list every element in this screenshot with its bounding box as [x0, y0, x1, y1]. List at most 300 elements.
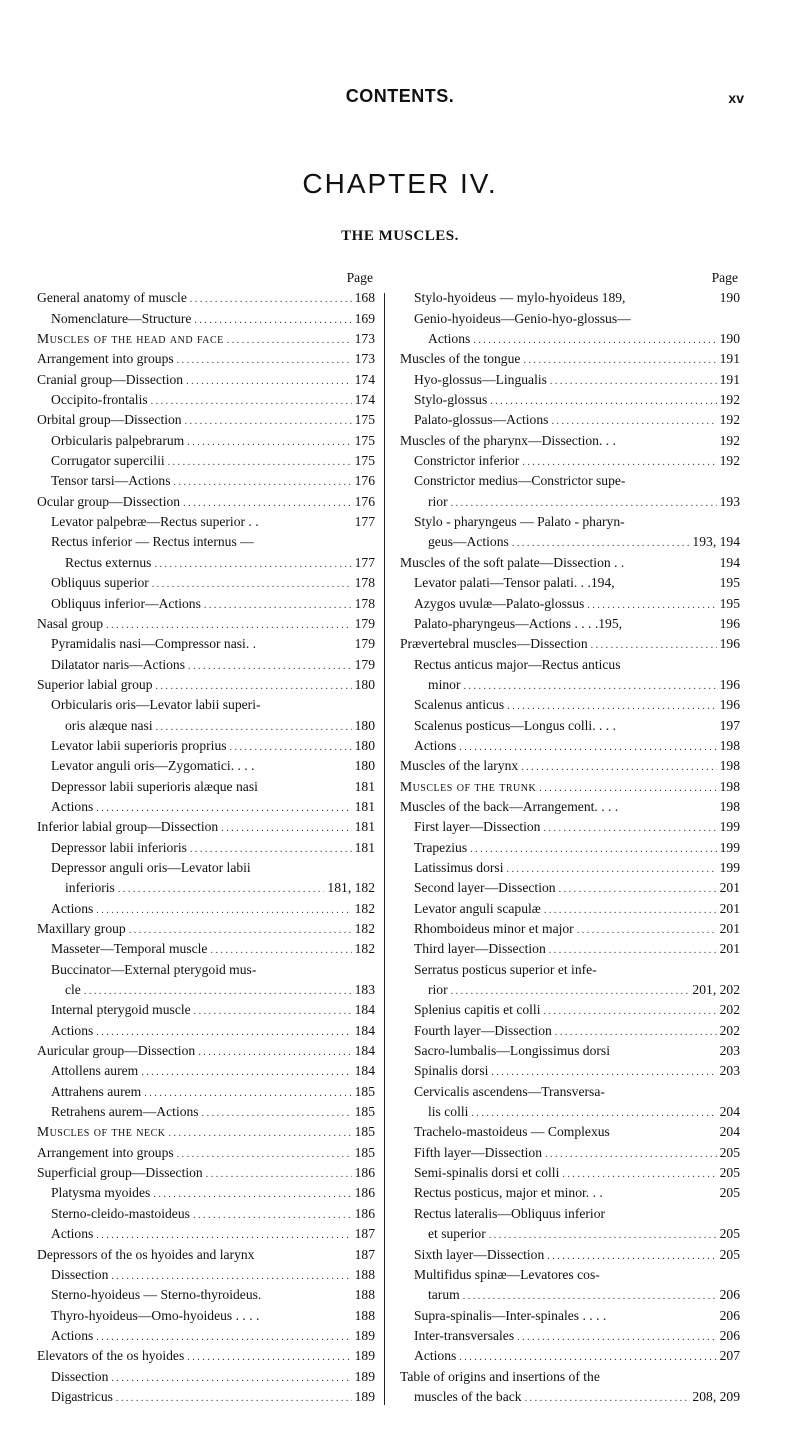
leader-dots [221, 817, 351, 839]
toc-entry [400, 655, 740, 675]
toc-entry [37, 716, 375, 736]
toc-entry-title: Scalenus posticus—Longus colli. . . . [414, 717, 617, 733]
leader-dots [188, 655, 352, 677]
toc-entry [400, 797, 740, 817]
toc-entry [37, 512, 375, 532]
leader-dots [204, 594, 352, 616]
toc-entry-page: 186 [354, 1165, 375, 1181]
toc-entry-page: 203 [719, 1063, 740, 1079]
leader-dots [512, 532, 690, 554]
toc-entry-title: Muscles of the head and face [37, 331, 224, 347]
toc-entry-title: Obliquus superior [51, 575, 149, 591]
toc-entry-title: rior [428, 982, 448, 998]
leader-dots [591, 634, 717, 656]
toc-entry-page: 173 [354, 351, 375, 367]
leader-dots [96, 1021, 351, 1043]
toc-entry-page: 182 [354, 900, 375, 916]
toc-entry [37, 655, 375, 675]
leader-dots [168, 1122, 351, 1144]
leader-dots [141, 1061, 351, 1083]
toc-entry [400, 288, 740, 308]
toc-entry [400, 349, 740, 369]
toc-entry [37, 1021, 375, 1041]
toc-entry-page: 180 [354, 737, 375, 753]
toc-entry [400, 1041, 740, 1061]
leader-dots [543, 817, 716, 839]
toc-entry-title: Sterno-cleido-mastoideus [51, 1205, 190, 1221]
running-title: CONTENTS. [345, 86, 455, 106]
toc-entry-title: Semi-spinalis dorsi et colli [414, 1165, 560, 1181]
toc-entry [37, 532, 375, 552]
toc-entry-title: Cranial group—Dissection [37, 371, 184, 387]
toc-entry-page: 201 [719, 941, 740, 957]
leader-dots [490, 390, 716, 412]
toc-entry [400, 939, 740, 959]
toc-entry-page: 198 [719, 758, 740, 774]
leader-dots [451, 492, 717, 514]
toc-entry [37, 1306, 375, 1326]
toc-entry-title: Prævertebral muscles—Dissection [400, 636, 588, 652]
toc-entry-title: Supra-spinalis—Inter-spinales . . . . [414, 1307, 607, 1323]
toc-entry [37, 1224, 375, 1244]
toc-entry [400, 1061, 740, 1081]
leader-dots [562, 1163, 716, 1185]
leader-dots [153, 1183, 351, 1205]
toc-entry-title: Levator palati—Tensor palati. . .194, [414, 575, 615, 591]
toc-entry-page: 186 [354, 1185, 375, 1201]
toc-entry-page: 201 [719, 921, 740, 936]
column-divider [384, 293, 385, 1405]
leader-dots [118, 878, 325, 900]
toc-entry-title: muscles of the back [414, 1388, 522, 1404]
leader-dots [463, 675, 716, 697]
leader-dots [471, 1102, 716, 1124]
toc-entry-page: 184 [354, 1022, 375, 1038]
toc-entry-title: Occipito-frontalis [51, 392, 148, 408]
toc-entry-page: 185 [354, 1083, 375, 1099]
toc-entry-title: Buccinator—External pterygoid mus- [51, 961, 257, 977]
toc-entry-page: 180 [354, 717, 375, 733]
leader-dots [194, 309, 351, 331]
toc-entry-title: Depressor anguli oris—Levator labii [51, 859, 251, 875]
toc-entry-title: tarum [428, 1287, 460, 1303]
toc-entry-title: Arrangement into groups [37, 1144, 174, 1160]
toc-entry [37, 1041, 375, 1061]
toc-entry [400, 1204, 740, 1224]
toc-entry-title: Latissimus dorsi [414, 859, 504, 875]
toc-entry-title: Rectus posticus, major et minor. . . [414, 1185, 603, 1201]
toc-entry-page: 187 [354, 1246, 375, 1262]
toc-entry-title: Serratus posticus superior et infe- [414, 961, 597, 977]
toc-entry-page: 185 [354, 1144, 375, 1160]
toc-entry [37, 309, 375, 329]
leader-dots [587, 594, 716, 616]
toc-entry-page: 186 [354, 1205, 375, 1221]
toc-entry [37, 370, 375, 390]
toc-entry-title: Muscles of the trunk [400, 778, 537, 794]
toc-entry [37, 1000, 375, 1020]
toc-entry-title: Tensor tarsi—Actions [51, 473, 171, 489]
toc-entry-page: 184 [354, 1043, 375, 1059]
toc-entry [37, 1346, 375, 1366]
toc-entry-page: 185 [354, 1104, 375, 1120]
toc-entry [37, 1082, 375, 1102]
toc-entry-page: 205 [719, 1226, 740, 1242]
leader-dots [202, 1102, 352, 1124]
toc-entry-title: Spinalis dorsi [414, 1063, 489, 1079]
leader-dots [491, 1061, 716, 1083]
toc-entry [400, 1245, 740, 1265]
toc-entry-title: Depressors of the os hyoides and larynx [37, 1246, 255, 1262]
toc-entry-page: 201 [719, 900, 740, 916]
toc-entry-title: Retrahens aurem—Actions [51, 1104, 199, 1120]
toc-entry [400, 309, 740, 329]
toc-entry-title: Corrugator supercilii [51, 453, 165, 469]
leader-dots [116, 1387, 352, 1409]
toc-entry [37, 1204, 375, 1224]
toc-entry-page: 196 [719, 676, 740, 692]
toc-entry [400, 716, 740, 736]
toc-entry-title: Rhomboideus minor et major [414, 921, 574, 936]
running-head [0, 86, 800, 110]
toc-entry-title: Levator labii superioris proprius [51, 737, 227, 753]
toc-entry [400, 878, 740, 898]
leader-dots [151, 390, 352, 412]
toc-entry [37, 777, 375, 797]
toc-entry-title: Superior labial group [37, 676, 153, 692]
leader-dots [451, 980, 690, 1002]
toc-entry-page: 207 [719, 1348, 740, 1364]
toc-entry-title: cle [65, 982, 81, 998]
toc-entry-page: 184 [354, 1002, 375, 1018]
toc-entry [37, 288, 375, 308]
toc-entry [37, 736, 375, 756]
toc-entry [400, 756, 740, 776]
toc-entry-page: 199 [719, 819, 740, 835]
leader-dots [96, 797, 351, 819]
toc-entry-title: Masseter—Temporal muscle [51, 941, 208, 957]
toc-entry [400, 553, 740, 573]
toc-entry [37, 634, 375, 654]
leader-dots [156, 675, 352, 697]
toc-entry [400, 1306, 740, 1326]
toc-entry-page: 189 [354, 1348, 375, 1364]
toc-right-column [400, 268, 740, 1407]
toc-entry-title: Rectus anticus major—Rectus anticus [414, 656, 621, 672]
toc-entry-page: 203 [719, 1043, 740, 1059]
toc-entry-title: Levator palpebræ—Rectus superior . . [51, 514, 259, 530]
leader-dots [156, 716, 352, 738]
toc-entry-page: 168 [354, 290, 375, 306]
toc-entry [37, 451, 375, 471]
toc-entry-title: Actions [51, 1226, 94, 1242]
leader-dots [227, 329, 352, 351]
leader-dots [187, 1346, 351, 1368]
leader-dots [194, 1000, 352, 1022]
toc-entry-title: Actions [414, 1348, 457, 1364]
toc-entry-page: 198 [719, 778, 740, 794]
toc-entry-title: Second layer—Dissection [414, 880, 556, 896]
toc-entry-title: Rectus externus [65, 554, 152, 570]
toc-entry-title: Levator anguli scapulæ [414, 900, 541, 916]
toc-entry-title: Muscles of the larynx [400, 758, 519, 774]
toc-entry [37, 756, 375, 776]
toc-entry [400, 1163, 740, 1183]
leader-dots [111, 1265, 351, 1287]
toc-entry [37, 899, 375, 919]
toc-entry-title: Stylo-hyoideus — mylo-hyoideus 189, [414, 290, 626, 306]
leader-dots [198, 1041, 351, 1063]
leader-dots [545, 1143, 717, 1165]
toc-entry [400, 1387, 740, 1407]
toc-entry-page: 190 [719, 290, 740, 306]
leader-dots [154, 553, 351, 575]
leader-dots [551, 410, 716, 432]
toc-entry [400, 1367, 740, 1387]
toc-entry [400, 1224, 740, 1244]
toc-entry-title: Actions [51, 1022, 94, 1038]
toc-entry [400, 858, 740, 878]
toc-entry [37, 573, 375, 593]
toc-entry-page: 194 [719, 554, 740, 570]
toc-entry-page: 176 [354, 473, 375, 489]
toc-entry-title: Attrahens aurem [51, 1083, 142, 1099]
toc-entry-title: Muscles of the pharynx—Dissection. . . [400, 432, 616, 448]
page-number: xv [728, 90, 744, 106]
toc-entry [37, 492, 375, 512]
leader-dots [523, 349, 716, 371]
toc-entry [400, 329, 740, 349]
toc-entry [400, 817, 740, 837]
section-title: THE MUSCLES. [341, 228, 459, 244]
toc-entry-page: 198 [719, 798, 740, 814]
chapter-title: CHAPTER IV. [302, 168, 498, 199]
toc-entry [37, 1122, 375, 1142]
toc-entry-title: Ocular group—Dissection [37, 493, 181, 509]
toc-entry-page: 181, 182 [327, 880, 375, 896]
leader-dots [489, 1224, 717, 1246]
toc-entry-page: 182 [354, 921, 375, 936]
toc-entry-title: Inter-transversales [414, 1327, 515, 1343]
toc-entry-title: et superior [428, 1226, 486, 1242]
toc-entry-page: 179 [354, 615, 375, 631]
toc-entry [400, 838, 740, 858]
toc-entry-title: Orbicularis palpebrarum [51, 432, 185, 448]
toc-entry [37, 919, 375, 939]
toc-left-column [37, 268, 375, 1407]
toc-entry [37, 1163, 375, 1183]
toc-entry-page: 201 [719, 880, 740, 896]
leader-dots [470, 838, 716, 860]
toc-entry-title: Actions [51, 798, 94, 814]
leader-dots [522, 451, 716, 473]
toc-entry-title: Actions [51, 900, 94, 916]
toc-entry [400, 1183, 740, 1203]
toc-entry-page: 201, 202 [692, 982, 740, 998]
leader-dots [473, 329, 716, 351]
toc-entry-page: 196 [719, 615, 740, 631]
toc-entry-title: Orbital group—Dissection [37, 412, 182, 428]
toc-entry-page: 206 [719, 1287, 740, 1303]
toc-entry-title: Trachelo-mastoideus — Complexus [414, 1124, 610, 1140]
toc-entry [37, 1061, 375, 1081]
toc-entry-title: Attollens aurem [51, 1063, 139, 1079]
toc-entry-page: 195 [719, 575, 740, 591]
leader-dots [230, 736, 352, 758]
leader-dots [544, 899, 717, 921]
toc-entry-page: 188 [354, 1307, 375, 1323]
leader-dots [547, 1245, 716, 1267]
toc-entry-title: Genio-hyoideus—Genio-hyo-glossus— [414, 310, 631, 326]
toc-entry [37, 349, 375, 369]
toc-entry-title: Elevators of the os hyoides [37, 1348, 185, 1364]
toc-entry-title: Muscles of the soft palate—Dissection . . [400, 554, 625, 570]
leader-dots [177, 1143, 352, 1165]
toc-entry-title: Palato-glossus—Actions [414, 412, 549, 428]
toc-entry-page: 196 [719, 697, 740, 713]
toc-entry-title: Constrictor inferior [414, 453, 520, 469]
toc-entry-page: 192 [719, 412, 740, 428]
toc-entry [400, 370, 740, 390]
toc-entry-page: 180 [354, 676, 375, 692]
toc-entry [37, 1265, 375, 1285]
leader-dots [507, 858, 717, 880]
toc-entry-page: 193 [719, 493, 740, 509]
leader-dots [549, 939, 717, 961]
toc-entry-page: 177 [354, 514, 375, 530]
toc-entry-title: Arrangement into groups [37, 351, 174, 367]
toc-entry-page: 205 [719, 1144, 740, 1160]
toc-entry [400, 980, 740, 1000]
toc-entry-page: 192 [719, 432, 740, 448]
toc-entry [400, 1122, 740, 1142]
toc-entry [37, 1285, 375, 1305]
toc-entry-title: Sixth layer—Dissection [414, 1246, 545, 1262]
toc-entry-page: 179 [354, 636, 375, 652]
toc-entry [37, 1387, 375, 1407]
toc-entry-title: Rectus lateralis—Obliquus inferior [414, 1205, 606, 1221]
toc-entry [400, 1346, 740, 1366]
toc-entry [400, 695, 740, 715]
toc-entry-title: Inferior labial group—Dissection [37, 819, 219, 835]
toc-entry-page: 174 [354, 371, 375, 387]
toc-entry-page: 175 [354, 412, 375, 428]
toc-entry-title: lis colli [428, 1104, 469, 1120]
toc-entry-title: Stylo-glossus [414, 392, 488, 408]
leader-dots [96, 899, 351, 921]
toc-entry-title: Table of origins and insertions of the [400, 1368, 600, 1384]
toc-entry-page: 189 [354, 1368, 375, 1384]
toc-entry-page: 185 [354, 1124, 375, 1140]
toc-entry-title: Fifth layer—Dissection [414, 1144, 542, 1160]
toc-entry-page: 178 [354, 575, 375, 591]
toc-entry-page: 188 [354, 1266, 375, 1282]
toc-entry-title: Depressor labii inferioris [51, 839, 187, 855]
toc-entry-page: 192 [719, 392, 740, 408]
leader-dots [206, 1163, 352, 1185]
toc-entry-page: 205 [719, 1246, 740, 1262]
toc-entry-title: Stylo - pharyngeus — Palato - pharyn- [414, 514, 625, 530]
leader-dots [144, 1082, 351, 1104]
page-column-label: Page [711, 270, 738, 285]
toc-entry-title: Platysma myoides [51, 1185, 151, 1201]
toc-entry-page: 205 [719, 1185, 740, 1201]
toc-entry [37, 471, 375, 491]
toc-entry [37, 594, 375, 614]
toc-entry [400, 899, 740, 919]
toc-entry-page: 206 [719, 1307, 740, 1323]
toc-entry-page: 173 [354, 331, 375, 347]
toc-entry [400, 1082, 740, 1102]
toc-entry-title: Muscles of the tongue [400, 351, 521, 367]
toc-entry-page: 191 [719, 371, 740, 387]
toc-entry [400, 594, 740, 614]
leader-dots [129, 919, 352, 941]
toc-entry-page: 175 [354, 453, 375, 469]
leader-dots [96, 1326, 351, 1348]
toc-entry-title: Obliquus inferior—Actions [51, 595, 201, 611]
toc-entry [400, 736, 740, 756]
toc-entry-page: 189 [354, 1388, 375, 1404]
leader-dots [193, 1204, 352, 1226]
toc-entry-title: Dissection [51, 1368, 109, 1384]
toc-entry [37, 1326, 375, 1346]
toc-entry-page: 199 [719, 839, 740, 855]
leader-dots [96, 1224, 351, 1246]
leader-dots [459, 1346, 716, 1368]
toc-entry [400, 960, 740, 980]
toc-entry-page: 188 [354, 1287, 375, 1303]
toc-entry [37, 553, 375, 573]
toc-entry [37, 838, 375, 858]
toc-entry [400, 512, 740, 532]
toc-entry-title: General anatomy of muscle [37, 290, 187, 306]
leader-dots [521, 756, 716, 778]
leader-dots [543, 1000, 716, 1022]
toc-entry [37, 614, 375, 634]
leader-dots [210, 939, 351, 961]
toc-entry [37, 797, 375, 817]
leader-dots [507, 695, 716, 717]
leader-dots [177, 349, 352, 371]
toc-entry [37, 329, 375, 349]
toc-entry [37, 960, 375, 980]
leader-dots [106, 614, 352, 636]
leader-dots [517, 1326, 716, 1348]
page-column-label: Page [346, 270, 373, 285]
toc-entry-title: Nasal group [37, 615, 104, 631]
toc-entry-page: 189 [354, 1327, 375, 1343]
toc-entry-title: Thyro-hyoideus—Omo-hyoideus . . . . [51, 1307, 260, 1323]
toc-entry [37, 817, 375, 837]
toc-entry [37, 1102, 375, 1122]
toc-entry-title: rior [428, 493, 448, 509]
toc-entry [400, 1102, 740, 1122]
toc-entry-title: Levator anguli oris—Zygomatici. . . . [51, 758, 255, 774]
toc-entry [400, 471, 740, 491]
toc-entry [37, 980, 375, 1000]
leader-dots [577, 919, 717, 941]
toc-entry-title: Constrictor medius—Constrictor supe- [414, 473, 626, 489]
toc-entry-title: Actions [51, 1327, 94, 1343]
toc-entry-page: 179 [354, 656, 375, 672]
toc-entry [37, 1245, 375, 1265]
toc-entry-title: Dissection [51, 1266, 109, 1282]
toc-entry-title: Actions [414, 737, 457, 753]
toc-entry [400, 410, 740, 430]
toc-entry-page: 205 [719, 1165, 740, 1181]
leader-dots [152, 573, 352, 595]
